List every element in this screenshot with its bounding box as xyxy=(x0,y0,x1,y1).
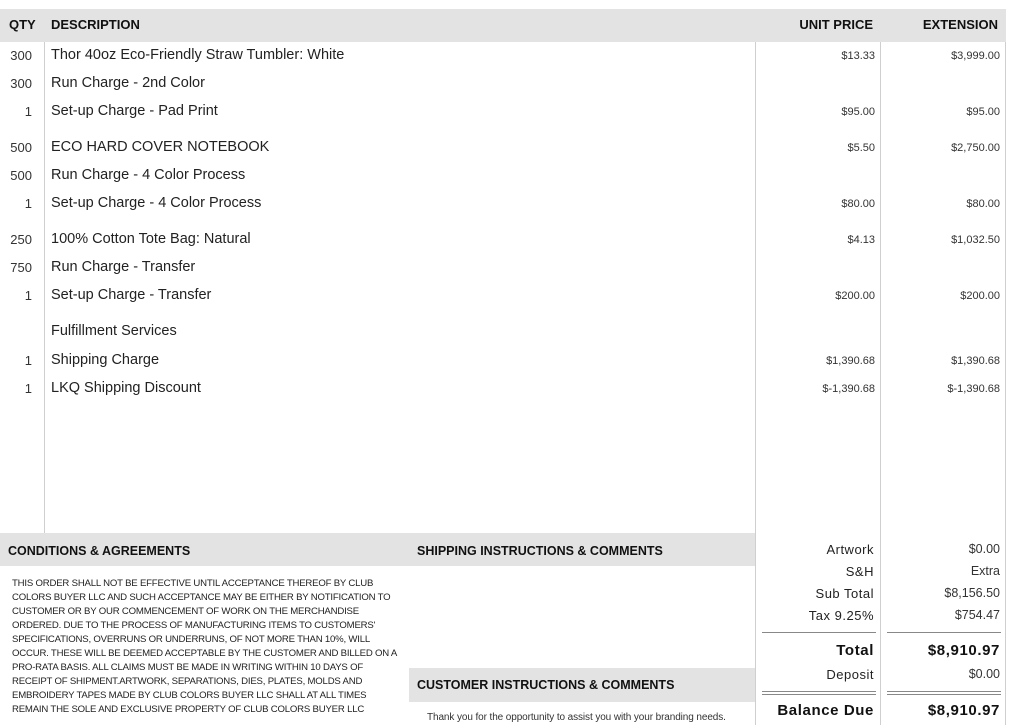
qty-header: QTY xyxy=(9,17,36,32)
item-qty: 500 xyxy=(10,140,32,155)
item-unit-price: $5.50 xyxy=(847,142,875,154)
item-unit-price: $-1,390.68 xyxy=(822,383,875,395)
balance-rule xyxy=(762,691,876,692)
item-extension: $200.00 xyxy=(960,290,1000,302)
right-border xyxy=(1005,42,1006,725)
total-rule xyxy=(762,632,876,633)
extension-divider xyxy=(880,42,881,725)
item-description: Set-up Charge - Pad Print xyxy=(51,103,218,119)
total-rule xyxy=(887,632,1001,633)
item-qty: 250 xyxy=(10,232,32,247)
unit-price-divider xyxy=(755,42,756,725)
description-header: DESCRIPTION xyxy=(51,17,140,32)
balance-rule xyxy=(762,694,876,695)
conditions-title: CONDITIONS & AGREEMENTS xyxy=(8,544,191,558)
item-extension: $95.00 xyxy=(966,106,1000,118)
extension-header: EXTENSION xyxy=(922,17,998,32)
item-unit-price: $4.13 xyxy=(847,234,875,246)
artwork-label: Artwork xyxy=(826,542,874,557)
deposit-value: $0.00 xyxy=(968,667,1000,681)
customer-text: Thank you for the opportunity to assist you with your branding needs. xyxy=(427,712,726,723)
unit-price-header: UNIT PRICE xyxy=(799,17,873,32)
tax-value: $754.47 xyxy=(954,608,1000,622)
item-description: Run Charge - 4 Color Process xyxy=(51,167,246,183)
customer-title: CUSTOMER INSTRUCTIONS & COMMENTS xyxy=(417,678,675,692)
item-description: LKQ Shipping Discount xyxy=(51,380,201,396)
item-extension: $1,032.50 xyxy=(951,234,1000,246)
total-value: $8,910.97 xyxy=(927,642,1000,659)
item-description: Thor 40oz Eco-Friendly Straw Tumbler: White xyxy=(51,47,345,63)
shipping-area xyxy=(409,566,755,668)
item-qty: 1 xyxy=(24,381,32,396)
item-description: ECO HARD COVER NOTEBOOK xyxy=(51,139,270,155)
item-qty: 300 xyxy=(10,76,32,91)
item-extension: $-1,390.68 xyxy=(947,383,1000,395)
tax-label: Tax 9.25% xyxy=(808,608,874,623)
conditions-text: THIS ORDER SHALL NOT BE EFFECTIVE UNTIL ACCEPTANCE THEREOF BY CLUB COLORS BUYER LLC AND SUCH ACCEPTANCE MAY BE EITHER BY NOTIFICATION TO CUSTOMER OR BY OUR COMMENCEMENT OF WORK ON THE MERCHANDISE ORDERED. DUE TO THE PROCESS OF MANUFACTURING ITEMS TO CUSTOMERS' SPECIFICATIONS, OVERRUNS OR UNDERRUNS, OF NOT MORE THAN 10%, WILL OCCUR. THESE WILL BE DEEMED ACCEPTABLE BY THE CUSTOMER AND BILLED ON A PRO-RATA BASIS. ALL CLAIMS MUST BE MADE IN WRITING WITHIN 10 DAYS OF RECEIPT OF SHIPMENT.ARTWORK, SEPARATIONS, DIES, PLATES, MOLDS AND EMBROIDERY TAPES MADE BY CLUB COLORS BUYER LLC SHALL AT ALL TIMES REMAIN THE SOLE AND EXCLUSIVE PROPERTY OF CLUB COLORS BUYER LLC xyxy=(12,578,397,715)
item-qty: 500 xyxy=(10,168,32,183)
item-qty: 300 xyxy=(10,48,32,63)
item-extension: $2,750.00 xyxy=(951,142,1000,154)
item-unit-price: $95.00 xyxy=(841,106,875,118)
item-extension: $3,999.00 xyxy=(951,50,1000,62)
item-description: Set-up Charge - Transfer xyxy=(51,287,212,303)
subtotal-label: Sub Total xyxy=(815,586,874,601)
balance-rule xyxy=(887,691,1001,692)
artwork-value: $0.00 xyxy=(968,542,1000,556)
item-description: Shipping Charge xyxy=(51,352,160,368)
balance-label: Balance Due xyxy=(777,702,874,719)
subtotal-value: $8,156.50 xyxy=(944,586,1000,600)
deposit-label: Deposit xyxy=(826,667,874,682)
item-description: Fulfillment Services xyxy=(51,323,177,339)
item-unit-price: $80.00 xyxy=(841,198,875,210)
balance-value: $8,910.97 xyxy=(927,702,1000,719)
item-qty: 750 xyxy=(10,260,32,275)
item-extension: $1,390.68 xyxy=(951,355,1000,367)
item-qty: 1 xyxy=(24,196,32,211)
sh-value: Extra xyxy=(970,564,1000,578)
item-description: Set-up Charge - 4 Color Process xyxy=(51,195,262,211)
item-description: 100% Cotton Tote Bag: Natural xyxy=(51,231,251,247)
sh-label: S&H xyxy=(845,564,874,579)
item-extension: $80.00 xyxy=(966,198,1000,210)
shipping-title: SHIPPING INSTRUCTIONS & COMMENTS xyxy=(417,544,663,558)
item-unit-price: $13.33 xyxy=(841,50,875,62)
item-unit-price: $200.00 xyxy=(835,290,875,302)
item-unit-price: $1,390.68 xyxy=(826,355,875,367)
item-qty: 1 xyxy=(24,288,32,303)
item-description: Run Charge - Transfer xyxy=(51,259,196,275)
item-qty: 1 xyxy=(24,353,32,368)
qty-divider xyxy=(44,42,45,533)
item-description: Run Charge - 2nd Color xyxy=(51,75,205,91)
total-label: Total xyxy=(836,642,874,659)
balance-rule xyxy=(887,694,1001,695)
item-qty: 1 xyxy=(24,104,32,119)
